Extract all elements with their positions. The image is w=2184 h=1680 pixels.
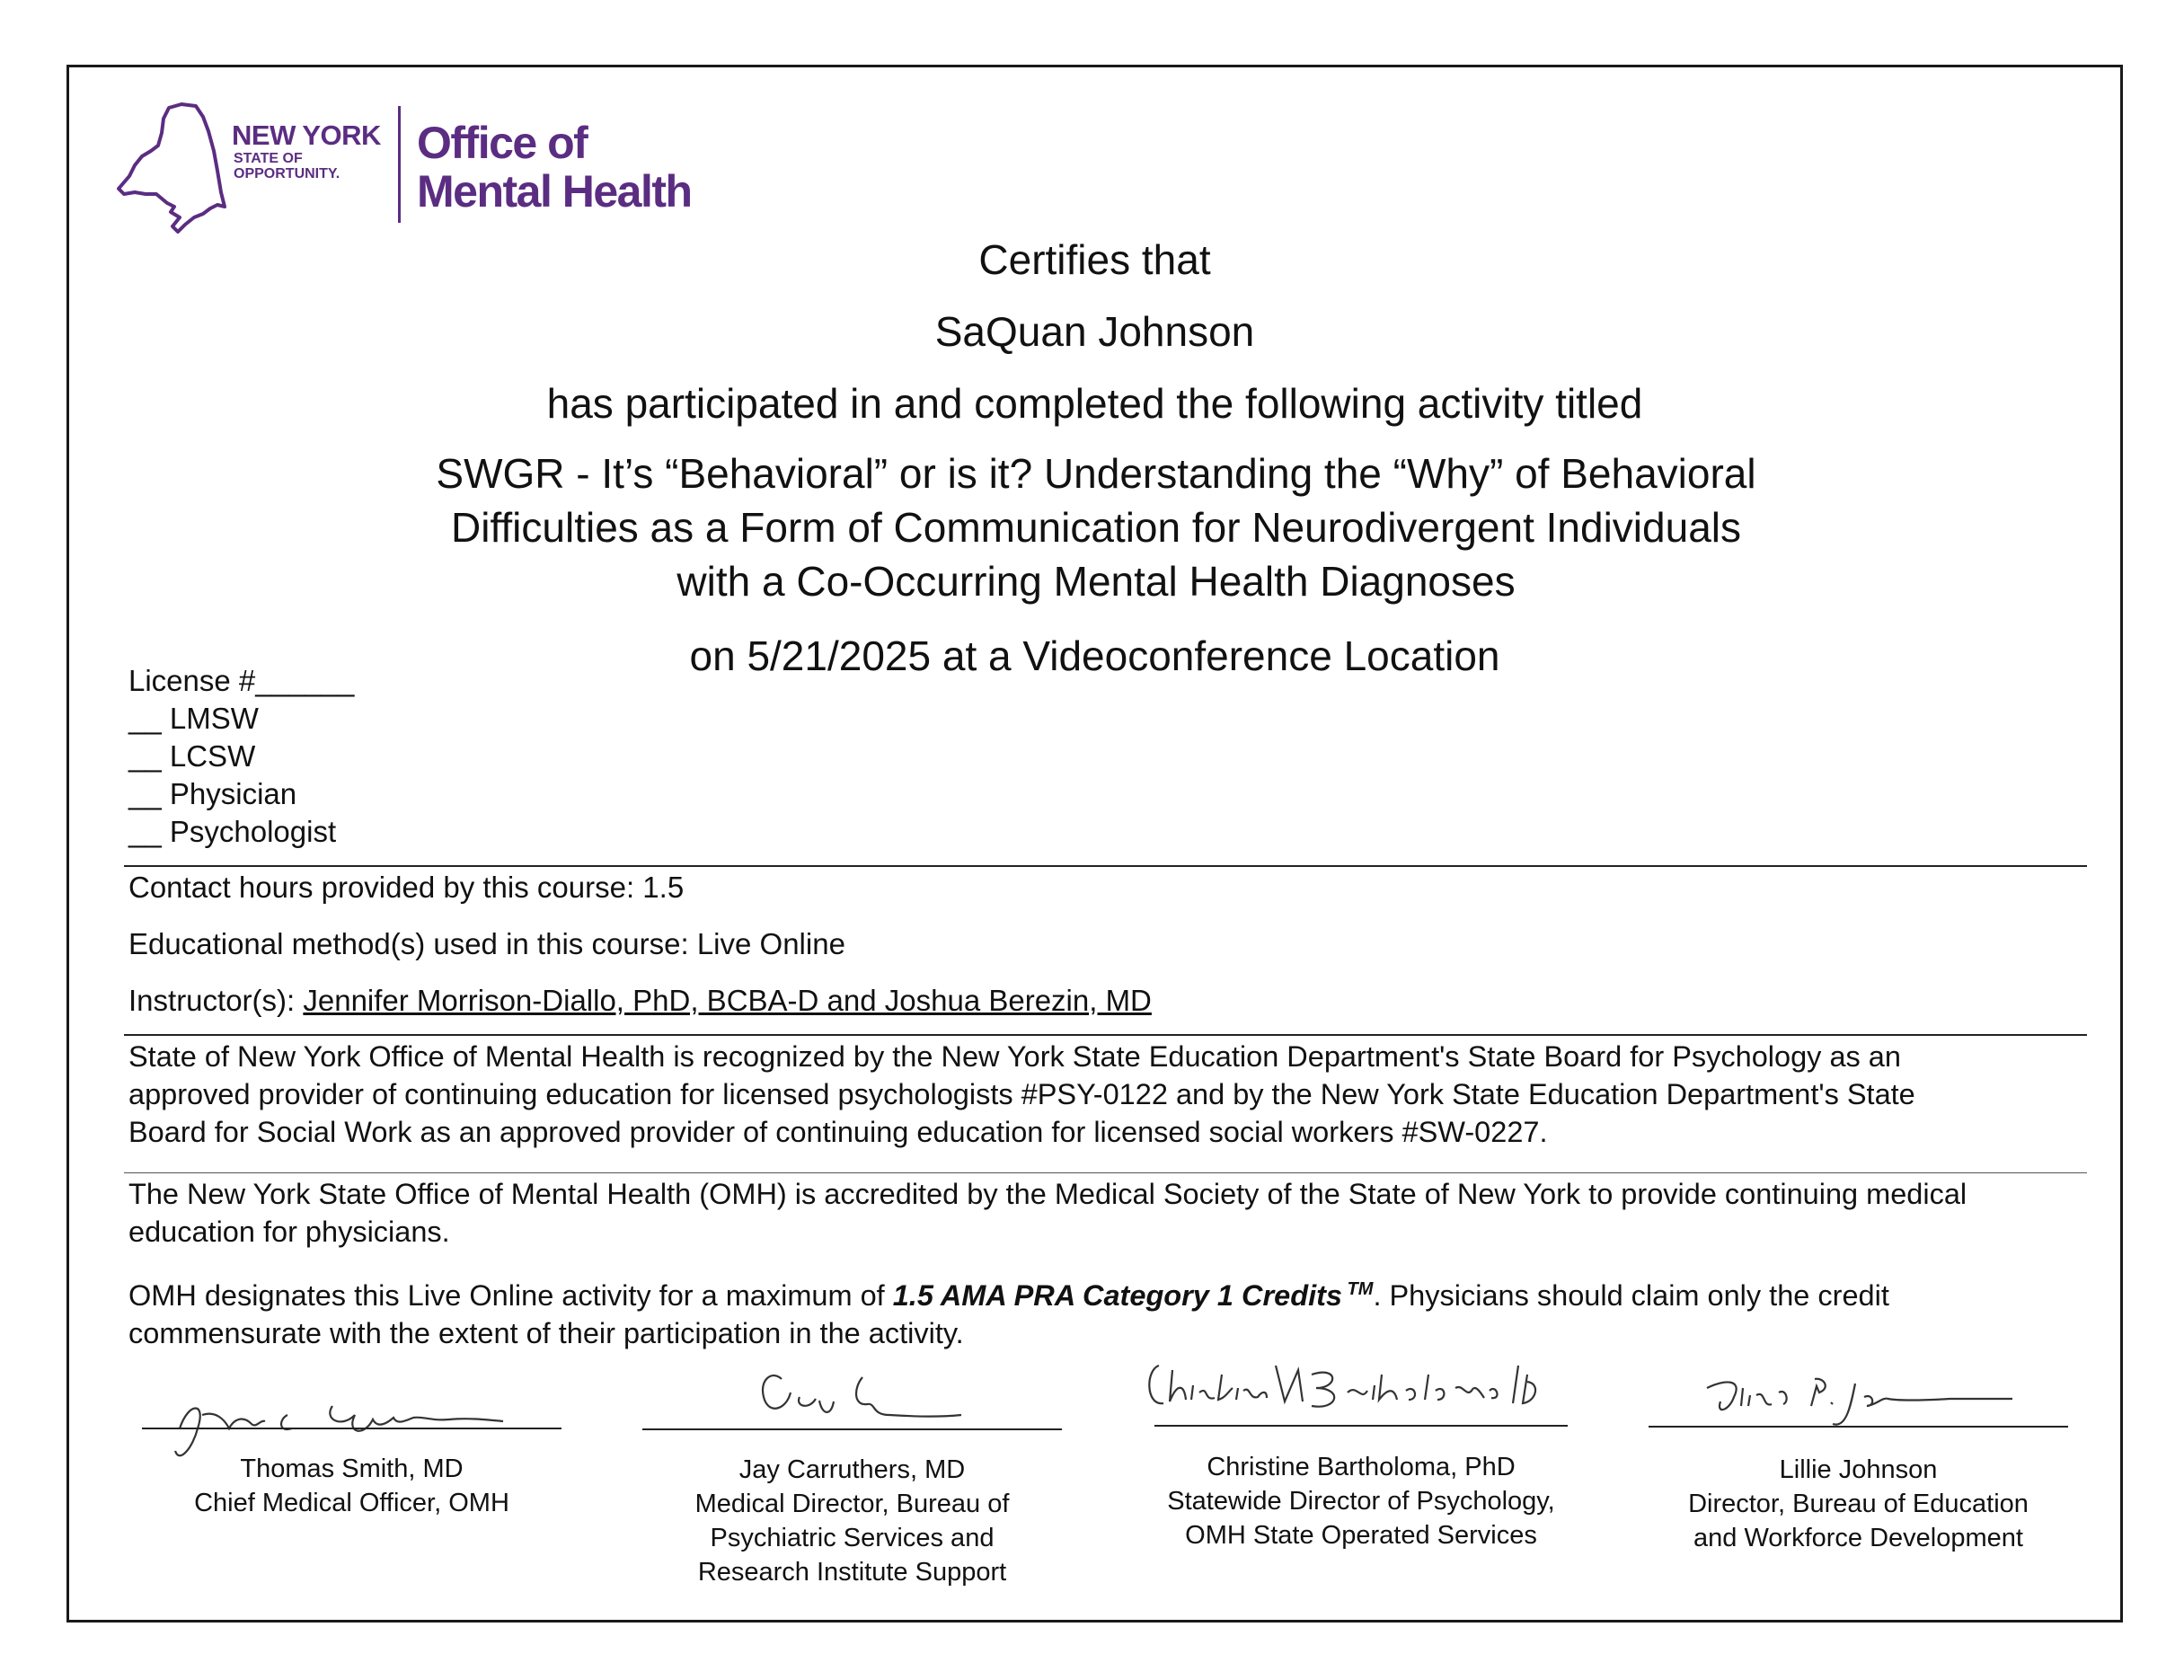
signature-line-1 (142, 1428, 561, 1429)
office-name-line-2: Mental Health (417, 166, 692, 217)
signature-lillie-johnson (1689, 1361, 2030, 1442)
signatory-3-name: Christine Bartholoma, PhD (1207, 1453, 1516, 1481)
designation-post: . Physicians should claim only the credit (1373, 1278, 1889, 1312)
divider-medical (124, 1172, 2087, 1173)
medical-accreditation (128, 1175, 2087, 1251)
signatory-2-name: Jay Carruthers, MD (738, 1455, 966, 1484)
certifies-text: Certifies that (978, 236, 1211, 283)
state-tagline (234, 151, 340, 181)
signatory-1-title-line-1: Chief Medical Officer, OMH (194, 1489, 509, 1517)
contact-hours: Contact hours provided by this course: 1.5 (128, 871, 685, 904)
designation-pre: OMH designates this Live Online activity for a maximum of (128, 1278, 893, 1312)
signatory-1-name: Thomas Smith, MD (240, 1455, 464, 1483)
license-option-lcsw: __ LCSW (128, 739, 256, 773)
signatory-2-title-line-3: Research Institute Support (697, 1558, 1007, 1587)
state-tagline-line-1: STATE OF (234, 151, 303, 166)
instructors (128, 983, 1152, 1019)
participation-text: has participated in and completed the following activity titled (546, 380, 1643, 427)
signatory-2-title-line-2: Psychiatric Services and (710, 1524, 995, 1552)
signature-christine-bartholoma (1132, 1348, 1581, 1428)
psychology-accreditation (128, 1038, 2087, 1151)
credit-designation-line-1 (128, 1270, 2087, 1314)
omh-logo (117, 101, 710, 244)
signature-line-4 (1649, 1426, 2068, 1428)
credit-designation-line-2: commensurate with the extent of their participation in the activity. (128, 1316, 964, 1349)
new-york-state-map-icon (117, 101, 229, 235)
medical-accreditation-line-1: The New York State Office of Mental Health (OMH) is accredited by the Medical Society of the State of New York to provide continuing medical (128, 1178, 1967, 1210)
recipient-name: SaQuan Johnson (934, 308, 1255, 355)
educational-method: Educational method(s) used in this course: Live Online (128, 927, 845, 960)
signatory-2-title-line-1: Medical Director, Bureau of (694, 1490, 1010, 1518)
date-location: on 5/21/2025 at a Videoconference Location (689, 632, 1500, 679)
medical-accreditation-line-2: education for physicians. (128, 1216, 450, 1248)
state-name: NEW YORK (232, 119, 381, 151)
signature-line-2 (642, 1428, 1062, 1430)
activity-title-line-2: Difficulties as a Form of Communication for Neurodivergent Individuals (451, 504, 1741, 551)
signatory-3-title-line-1: Statewide Director of Psychology, (1167, 1487, 1555, 1516)
signatory-4-title-line-1: Director, Bureau of Education (1688, 1490, 2029, 1518)
instructors-label: Instructor(s): (128, 984, 304, 1017)
divider-course (124, 865, 2087, 867)
activity-title (270, 447, 1923, 608)
psychology-accreditation-line-3: Board for Social Work as an approved provider of continuing education for licensed social workers #SW-0227. (128, 1116, 1548, 1148)
trademark: TM (1342, 1279, 1374, 1299)
signatory-3 (1154, 1450, 1568, 1552)
office-name (417, 119, 692, 216)
state-tagline-line-2: OPPORTUNITY. (234, 166, 340, 181)
signatory-2 (642, 1453, 1062, 1589)
signatory-4-name: Lillie Johnson (1779, 1455, 1938, 1484)
signature-line-3 (1154, 1425, 1568, 1427)
signatory-3-title-line-2: OMH State Operated Services (1185, 1521, 1537, 1550)
activity-title-line-1: SWGR - It’s “Behavioral” or is it? Understanding the “Why” of Behavioral (436, 450, 1756, 497)
logo-divider (398, 106, 401, 223)
ama-credits: 1.5 AMA PRA Category 1 Credits (892, 1278, 1342, 1312)
divider-accreditation (124, 1034, 2087, 1036)
psychology-accreditation-line-1: State of New York Office of Mental Health is recognized by the New York State Education Department's State Board for Psychology as an (128, 1040, 1901, 1073)
office-name-line-1: Office of (417, 118, 588, 168)
signatory-4 (1649, 1453, 2068, 1555)
license-option-lmsw: __ LMSW (128, 702, 259, 735)
signatory-1 (142, 1452, 561, 1520)
license-number-field: License #______ (128, 664, 355, 697)
license-option-psychologist: __ Psychologist (128, 815, 337, 848)
signatory-4-title-line-2: and Workforce Development (1693, 1524, 2023, 1552)
credit-designation (128, 1270, 2087, 1352)
license-option-physician: __ Physician (128, 777, 297, 810)
instructors-names: Jennifer Morrison-Diallo, PhD, BCBA-D and Joshua Berezin, MD (303, 984, 1152, 1017)
psychology-accreditation-line-2: approved provider of continuing education for licensed psychologists #PSY-0122 and by the New York State Education Department's State (128, 1078, 1915, 1110)
activity-title-line-3: with a Co-Occurring Mental Health Diagnoses (676, 558, 1516, 605)
